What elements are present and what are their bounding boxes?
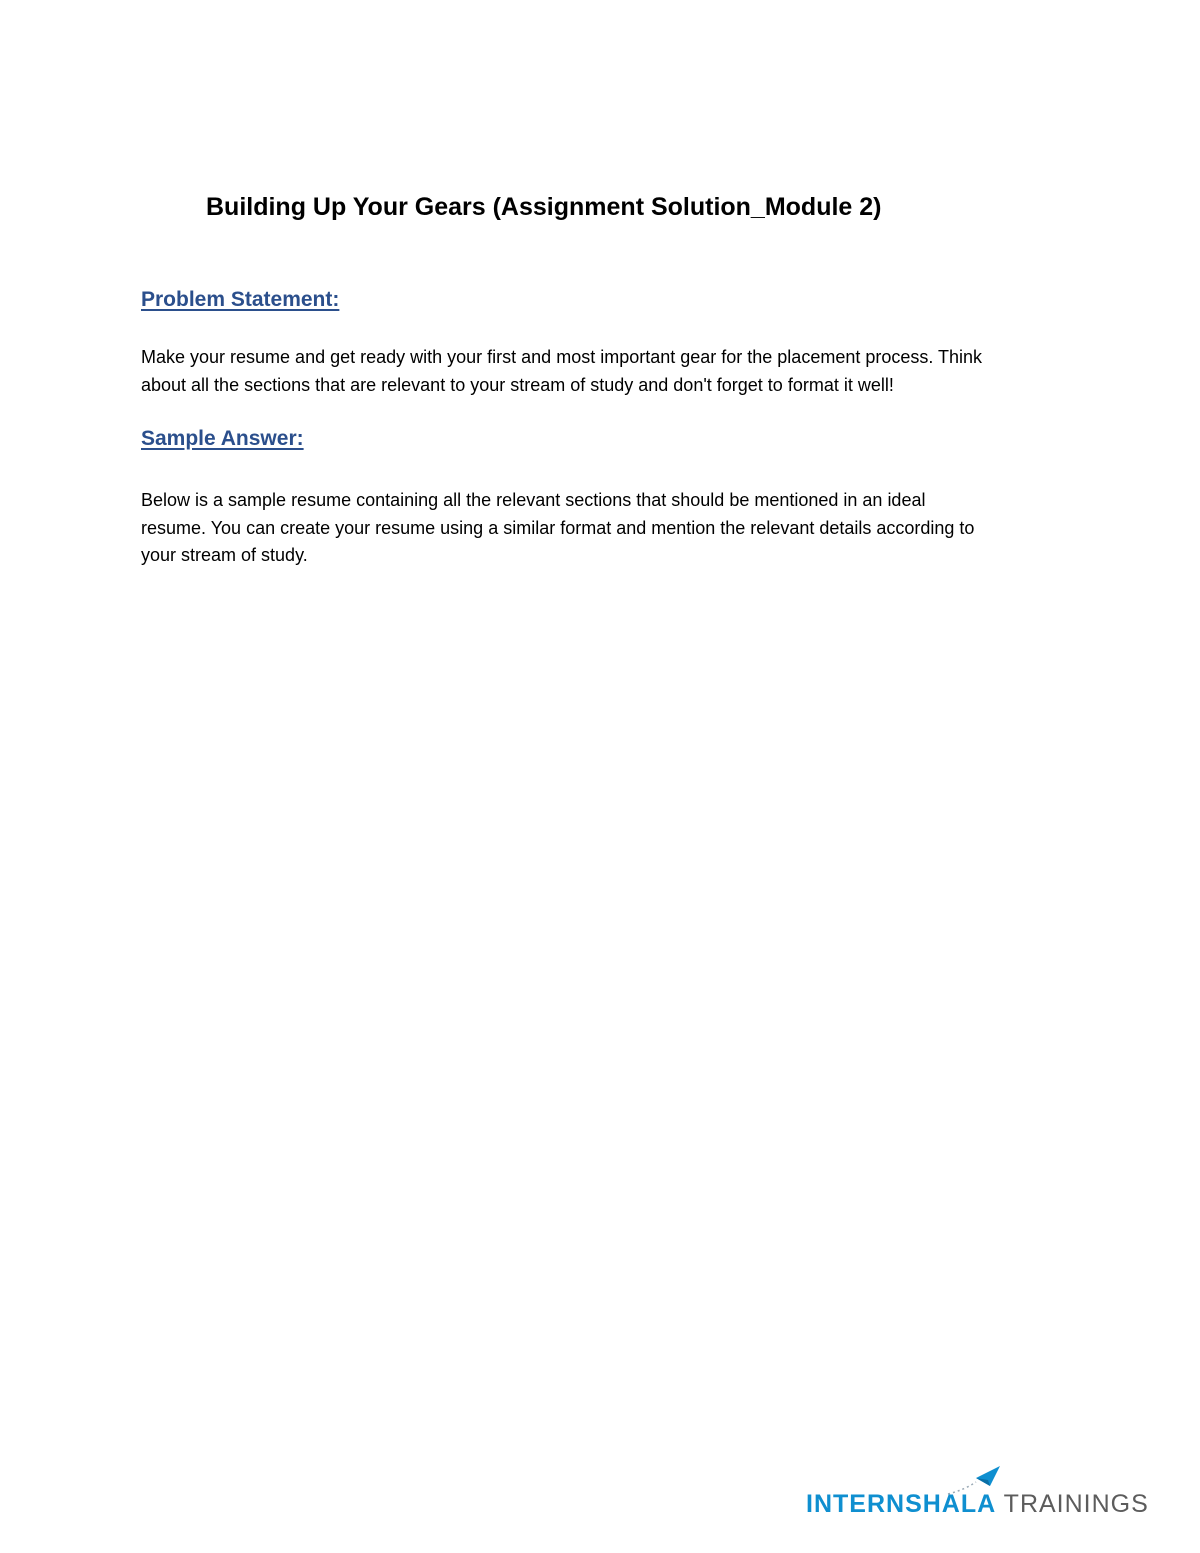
problem-statement-line: about all the sections that are relevant to your stream of study and don't forget to format it well!	[141, 374, 894, 395]
logo-text-shala: SHALA	[905, 1490, 997, 1518]
problem-statement-heading: Problem Statement:	[141, 288, 340, 311]
sample-answer-text	[141, 487, 1081, 570]
sample-answer-line: Below is a sample resume containing all the relevant sections that should be mentioned in an ideal	[141, 490, 926, 510]
logo-text-intern: INTERN	[806, 1490, 906, 1518]
internshala-trainings-logo	[806, 1464, 1149, 1524]
logo-text-trainings: TRAININGS	[1003, 1490, 1149, 1518]
logo-wordmark	[806, 1490, 1149, 1519]
sample-answer-line: your stream of study.	[141, 545, 308, 565]
problem-statement-line: Make your resume and get ready with your first and most important gear for the placement process. Think	[141, 347, 983, 367]
document-title: Building Up Your Gears (Assignment Solution_Module 2)	[206, 193, 882, 221]
problem-statement-text	[141, 344, 1081, 399]
sample-answer-heading: Sample Answer:	[141, 427, 304, 450]
sample-answer-line: resume. You can create your resume using a similar format and mention the relevant details according to	[141, 517, 975, 538]
